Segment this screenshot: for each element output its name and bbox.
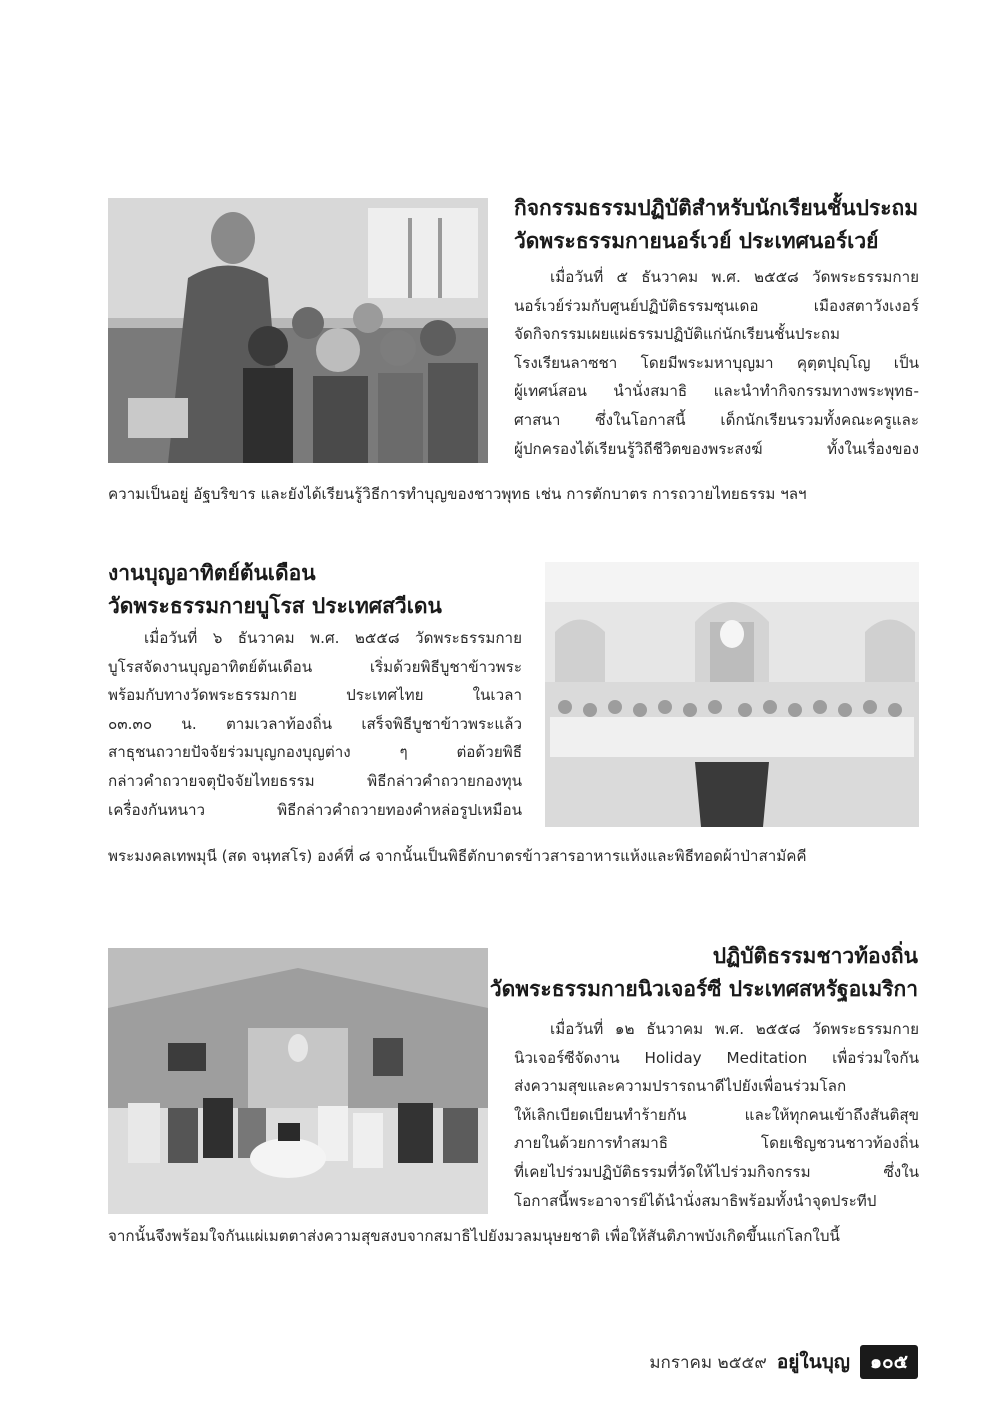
article1-photo — [108, 198, 488, 463]
article3-title-line2: วัดพระธรรมกายนิวเจอร์ซี ประเทศสหรัฐอเมริกา — [489, 977, 918, 1001]
article3-line: ที่เคยไปร่วมปฏิบัติธรรมที่วัดให้ไปร่วมกิจกรรม ซึ่งใน — [514, 1162, 919, 1181]
article2-line: เมื่อวันที่ ๖ ธันวาคม พ.ศ. ๒๕๕๘ วัดพระธรรมกาย — [144, 629, 522, 647]
article2-line: พร้อมกับทางวัดพระธรรมกาย ประเทศไทย ในเวลา — [108, 686, 522, 705]
article1-line: ผู้ปกครองได้เรียนรู้วิถีชีวิตของพระสงฆ์ ทั้งในเรื่องของ — [514, 439, 919, 458]
article3-title-line1: ปฏิบัติธรรมชาวท้องถิ่น — [712, 944, 918, 968]
article3-full-line: จากนั้นจึงพร้อมใจกันแผ่เมตตาส่งความสุขสงบจากสมาธิไปยังมวลมนุษยชาติ เพื่อให้สันติภาพบังเกิดขึ้นแก่โลกใบนี้ — [108, 1227, 840, 1245]
article3-line: เมื่อวันที่ ๑๒ ธันวาคม พ.ศ. ๒๕๕๘ วัดพระธรรมกาย — [550, 1020, 919, 1038]
article2-title-line1: งานบุญอาทิตย์ต้นเดือน — [108, 561, 316, 585]
article1-body — [514, 263, 919, 463]
article1-line: เมื่อวันที่ ๕ ธันวาคม พ.ศ. ๒๕๕๘ วัดพระธรรมกาย — [550, 268, 919, 286]
article2-line: บูโรสจัดงานบุญอาทิตย์ต้นเดือน เริ่มด้วยพิธีบูชาข้าวพระ — [108, 657, 522, 676]
article2-full-line: พระมงคลเทพมุนี (สด จนฺทสโร) องค์ที่ ๘ จากนั้นเป็นพิธีตักบาตรข้าวสารอาหารแห้งและพิธีทอดผ้าป่าสามัคคี — [108, 847, 807, 865]
article2-photo — [545, 562, 919, 827]
article1-title-line1: กิจกรรมธรรมปฏิบัติสำหรับนักเรียนชั้นประถม — [514, 196, 919, 220]
article3-line: ส่งความสุขและความปรารถนาดีไปยังเพื่อนร่วมโลก — [514, 1077, 847, 1096]
article2-line: ๐๓.๓๐ น. ตามเวลาท้องถิ่น เสร็จพิธีบูชาข้าวพระแล้ว — [108, 714, 522, 733]
article1-line: นอร์เวย์ร่วมกับศูนย์ปฏิบัติธรรมซุนเดอ เมืองสตาวังเงอร์ — [514, 296, 919, 315]
article1-line: จัดกิจกรรมเผยแผ่ธรรมปฏิบัติแก่นักเรียนชั้นประถม — [514, 325, 841, 344]
article2-body — [108, 624, 522, 824]
article3-photo — [108, 948, 488, 1214]
article3-line: ให้เลิกเบียดเบียนทำร้ายกัน และให้ทุกคนเข้าถึงสันติสุข — [514, 1105, 919, 1124]
footer-month-year: มกราคม ๒๕๕๙ — [649, 1352, 767, 1373]
article2-line: กล่าวคำถวายจตุปัจจัยไทยธรรม พิธีกล่าวคำถวายกองทุน — [108, 771, 522, 790]
article1-full-line: ความเป็นอยู่ อัฐบริขาร และยังได้เรียนรู้วิธีการทำบุญของชาวพุทธ เช่น การตักบาตร การถวายไทยธรรม ฯลฯ — [108, 485, 807, 503]
article2-title-line2: วัดพระธรรมกายบูโรส ประเทศสวีเดน — [108, 594, 442, 618]
article1-line: ผู้เทศน์สอน นำนั่งสมาธิ และนำทำกิจกรรมทางพระพุทธ- — [514, 382, 919, 401]
article1-line: โรงเรียนลาซชา โดยมีพระมหาบุญมา คุตฺตปุญฺโญ เป็น — [514, 353, 919, 372]
article3-line: โอกาสนี้พระอาจารย์ได้นำนั่งสมาธิพร้อมทั้งนำจุดประทีป — [514, 1191, 877, 1210]
footer-magazine-title: อยู่ในบุญ — [776, 1351, 850, 1373]
article3-body — [514, 1015, 919, 1215]
article1-line: ศาสนา ซึ่งในโอกาสนี้ เด็กนักเรียนรวมทั้งคณะครูและ — [514, 410, 919, 429]
page-number: ๑๐๕ — [860, 1345, 918, 1379]
article2-line: สาธุชนถวายปัจจัยร่วมบุญกองบุญต่าง ๆ ต่อด้วยพิธี — [108, 743, 522, 762]
article3-line: ภายในด้วยการทำสมาธิ โดยเชิญชวนชาวท้องถิ่น — [514, 1134, 919, 1153]
article1-title-line2: วัดพระธรรมกายนอร์เวย์ ประเทศนอร์เวย์ — [514, 229, 879, 253]
page-footer — [649, 1345, 918, 1379]
article2-line: เครื่องกันหนาว พิธีกล่าวคำถวายทองคำหล่อรูปเหมือน — [108, 800, 522, 819]
article3-line: นิวเจอร์ซีจัดงาน Holiday Meditation เพื่อร่วมใจกัน — [514, 1048, 919, 1067]
